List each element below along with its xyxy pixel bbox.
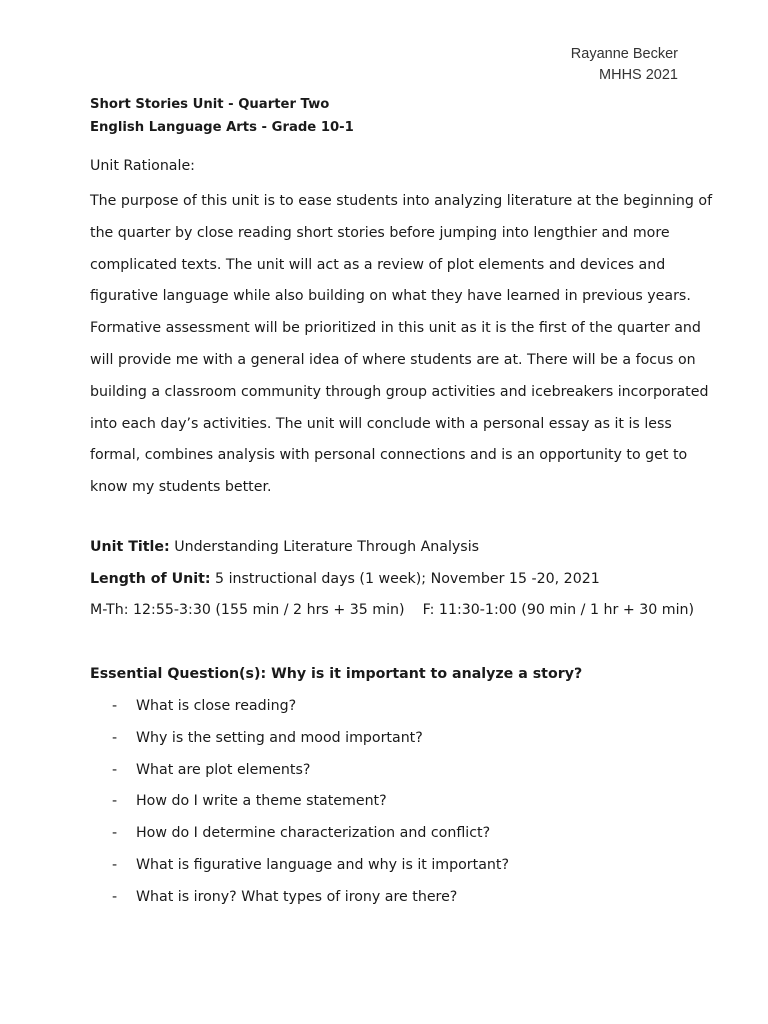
question-text: What are plot elements?	[136, 761, 311, 778]
dash-bullet: -	[112, 888, 118, 905]
question-text: How do I determine characterization and conflict?	[136, 825, 491, 842]
unit-title-label: Unit Title:	[90, 539, 170, 555]
question-text: Why is the setting and mood important?	[136, 729, 423, 746]
unit-length-value: 5 instructional days (1 week); November 15 -20, 2021	[210, 571, 600, 587]
rationale-line: know my students better.	[90, 479, 272, 496]
list-item	[112, 822, 509, 854]
schedule-mon-thu: M-Th: 12:55-3:30 (155 min / 2 hrs + 35 min)	[90, 602, 405, 618]
rationale-line: complicated texts. The unit will act as a review of plot elements and devices and	[90, 256, 666, 273]
rationale-line: the quarter by close reading short stories before jumping into lengthier and more	[90, 224, 670, 241]
dash-bullet: -	[112, 729, 118, 746]
unit-length-line	[90, 568, 600, 590]
question-text: What is irony? What types of irony are there?	[136, 888, 458, 905]
question-text: What is close reading?	[136, 698, 297, 714]
list-item	[112, 727, 509, 759]
question-text: How do I write a theme statement?	[136, 793, 387, 810]
list-item	[112, 854, 509, 886]
list-item	[112, 695, 509, 727]
rationale-paragraph	[90, 186, 713, 504]
rationale-heading: Unit Rationale:	[90, 158, 195, 174]
rationale-line: into each day’s activities. The unit will conclude with a personal essay as it is less	[90, 415, 672, 432]
unit-title-line	[90, 536, 479, 558]
school-year: MHHS 2021	[599, 67, 678, 83]
dash-bullet: -	[112, 698, 118, 714]
unit-line: Short Stories Unit - Quarter Two	[90, 97, 330, 112]
rationale-line: will provide me with a general idea of where students are at. There will be a focus on	[90, 351, 696, 368]
dash-bullet: -	[112, 825, 118, 842]
rationale-line: The purpose of this unit is to ease students into analyzing literature at the beginning of	[90, 193, 713, 209]
dash-bullet: -	[112, 856, 118, 873]
rationale-line: Formative assessment will be prioritized in this unit as it is the first of the quarter and	[90, 320, 701, 337]
question-text: What is figurative language and why is it important?	[136, 856, 509, 873]
author-name: Rayanne Becker	[570, 46, 678, 62]
dash-bullet: -	[112, 761, 118, 778]
list-item	[112, 759, 509, 791]
list-item	[112, 886, 509, 918]
unit-title-value: Understanding Literature Through Analysis	[169, 539, 480, 555]
question-list	[112, 695, 509, 918]
list-item	[112, 790, 509, 822]
unit-length-label: Length of Unit:	[90, 571, 211, 587]
schedule-fri: F: 11:30-1:00 (90 min / 1 hr + 30 min)	[422, 602, 695, 618]
dash-bullet: -	[112, 793, 118, 810]
rationale-line: figurative language while also building on what they have learned in previous years.	[90, 288, 691, 305]
course-title-block	[90, 93, 354, 139]
rationale-line: building a classroom community through group activities and icebreakers incorporated	[90, 383, 709, 400]
author-header	[571, 44, 678, 86]
class-line: English Language Arts - Grade 10-1	[90, 120, 354, 135]
essential-question-heading: Essential Question(s): Why is it important to analyze a story?	[90, 666, 583, 682]
rationale-line: formal, combines analysis with personal connections and is an opportunity to get to	[90, 447, 688, 464]
schedule-line	[90, 599, 694, 621]
